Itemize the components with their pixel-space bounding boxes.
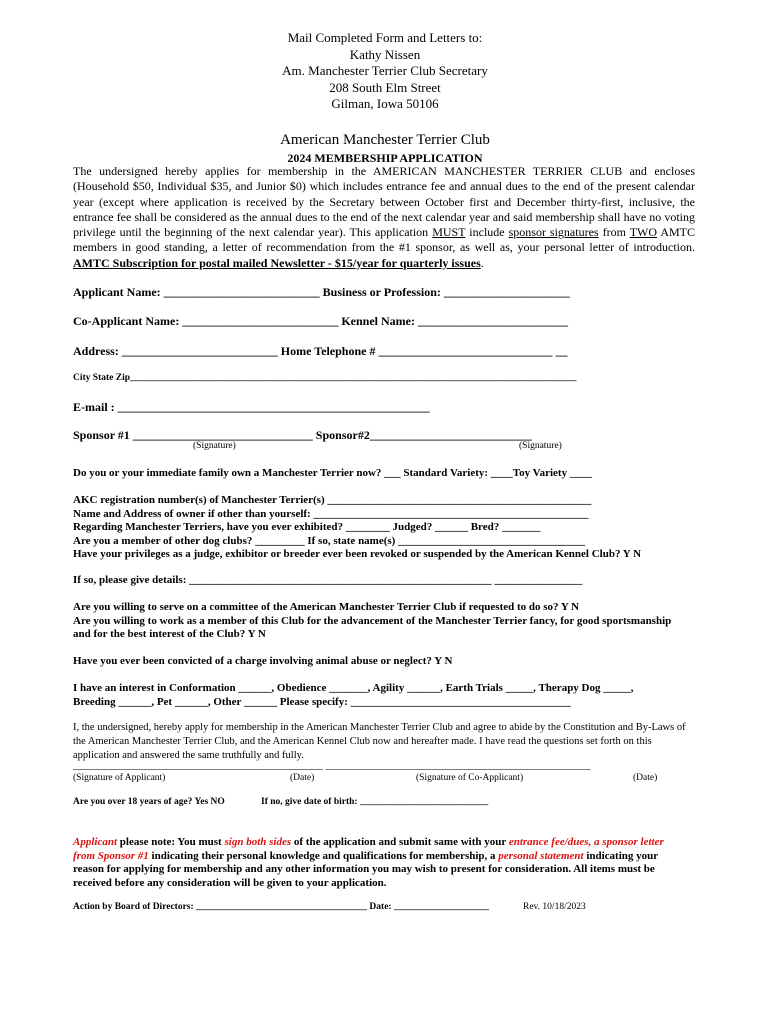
intro-text: . [480,255,484,270]
note-text: indicating your reason for applying for membership and any other information you may wish to present for consideration. All items must be received before any consideration will be given to your application. [73,849,658,889]
board-action-field[interactable]: Action by Board of Directors: ____________________________________ Date: ____________________ [73,902,489,912]
birth-date-field[interactable]: If no, give date of birth: ___________________________ [261,797,489,807]
address-field[interactable]: Address: __________________________ Home Telephone # _____________________________ __ [73,344,568,358]
akc-registration-field[interactable]: AKC registration number(s) of Manchester Terrier(s) ________________________________________________ [73,494,592,506]
declaration-paragraph: I, the undersigned, hereby apply for membership in the American Manchester Terrier Club and agree to abide by the Constitution and By-Laws of the American Manchester Terrier Club, and the American Kennel Club now and hereafter made. I have read the questions set forth on this application and answered the same truthfully and fully. [73,722,686,761]
revision-date: Rev. 10/18/2023 [523,902,586,912]
club-title: American Manchester Terrier Club [280,132,490,148]
secretary-name: Kathy Nissen [349,46,421,62]
note-text: of the application and submit same with your [291,836,509,848]
other-clubs-question[interactable]: Are you a member of other dog clubs? _________ If so, state name(s) __________________________________ [73,534,586,547]
sponsor-signature-fields[interactable]: Sponsor #1 ______________________________ Sponsor#2___________________________ [73,428,532,442]
intro-text: The undersigned hereby applies for membership in the AMERICAN MANCHESTER TERRIER CLUB and encloses (Household $50, Individual $35, and Junior $0) which includes entrance fee and annual dues to the end of the present calendar year (except where application is received by the Secretary between October first and December thirty-first, inclusive, the entrance fee shall be considered as the annual dues to the end of the next calendar year and said membership shall have no voting privilege until the beginning of the next calendar year). This application [73,164,695,240]
coapplicant-signature-label: (Signature of Co-Applicant) [416,773,524,783]
mail-instruction: Mail Completed Form and Letters to: [287,30,483,45]
questions-block [73,494,703,562]
convicted-question[interactable]: Have you ever been convicted of a charge involving animal abuse or neglect? Y N [73,655,453,667]
applicant-date-label: (Date) [290,773,315,783]
applicant-signature-label: (Signature of Applicant) [73,773,166,783]
mailing-address-block [0,30,770,113]
work-question-line1[interactable]: Are you willing to work as a member of this Club for the advancement of the Manchester Terrier fancy, for good sportsmanship [73,614,672,627]
intro-text: AMTC members in good standing, a letter of recommendation from the #1 sponsor, as well as, your personal letter of introduction. [73,225,696,255]
privileges-revoked-question[interactable]: Have your privileges as a judge, exhibitor or breeder ever been revoked or suspended by the American Kennel Club? Y N [73,548,642,560]
interest-line2[interactable]: Breeding ______, Pet ______, Other ______ Please specify: ________________________________________ [73,695,571,708]
note-text: please note: You must [117,836,225,848]
note-applicant-word: Applicant [73,836,118,848]
personal-statement-text: personal statement [498,849,584,862]
sponsor1-signature-label: (Signature) [193,441,236,451]
city-state-zip-field[interactable]: City State Zip______________________________________________________________________________________________ [73,373,577,383]
sponsor2-signature-label: (Signature) [519,441,562,451]
intro-paragraph [73,164,695,271]
sign-both-sides-text: sign both sides [224,836,292,848]
own-manchester-question[interactable]: Do you or your immediate family own a Manchester Terrier now? ___ Standard Variety: ____Toy Variety ____ [73,467,592,479]
committee-question[interactable]: Are you willing to serve on a committee of the American Manchester Terrier Club if requested to do so? Y N [73,601,580,613]
intro-text: include [465,225,509,240]
secretary-title: Am. Manchester Terrier Club Secretary [282,63,488,78]
coapplicant-name-field[interactable]: Co-Applicant Name: __________________________ Kennel Name: _________________________ [73,314,568,328]
fee-sponsor-letter-text: entrance fee/dues, a sponsor letter from Sponsor #1 [73,836,664,862]
applicant-name-field[interactable]: Applicant Name: __________________________ Business or Profession: _____________________ [73,285,570,299]
owner-name-address-field[interactable]: Name and Address of owner if other than yourself: __________________________________________________ [73,507,589,520]
newsletter-subscription-text: AMTC Subscription for postal mailed Newsletter - $15/year for quarterly issues [73,255,481,270]
note-text: indicating their personal knowledge and qualifications for membership, a [148,849,499,862]
details-field[interactable]: If so, please give details: _______________________________________________________ ________________ [73,574,583,586]
two-text: TWO [629,225,658,240]
city-address: Gilman, Iowa 50106 [331,96,439,111]
intro-text: from [598,225,630,240]
interest-line1[interactable]: I have an interest in Conformation ______, Obedience _______, Agility ______, Earth Trials _____, Therapy Dog _____, [73,682,634,694]
application-title: 2024 MEMBERSHIP APPLICATION [287,151,483,165]
applicant-note [73,836,683,890]
email-field[interactable]: E-mail : ____________________________________________________ [73,400,430,414]
sponsor-signatures-text: sponsor signatures [508,225,599,240]
must-text: MUST [432,225,466,240]
work-question-line2[interactable]: and for the best interest of the Club? Y N [73,628,266,640]
committee-block [73,601,703,642]
street-address: 208 South Elm Street [329,79,441,95]
coapplicant-date-label: (Date) [633,773,658,783]
age-question[interactable]: Are you over 18 years of age? Yes NO [73,797,225,807]
interest-block [73,682,703,709]
signature-lines[interactable]: __________________________________________________ _____________________________________________________ [73,760,591,771]
exhibited-question[interactable]: Regarding Manchester Terriers, have you ever exhibited? ________ Judged? ______ Bred? _______ [73,521,541,533]
